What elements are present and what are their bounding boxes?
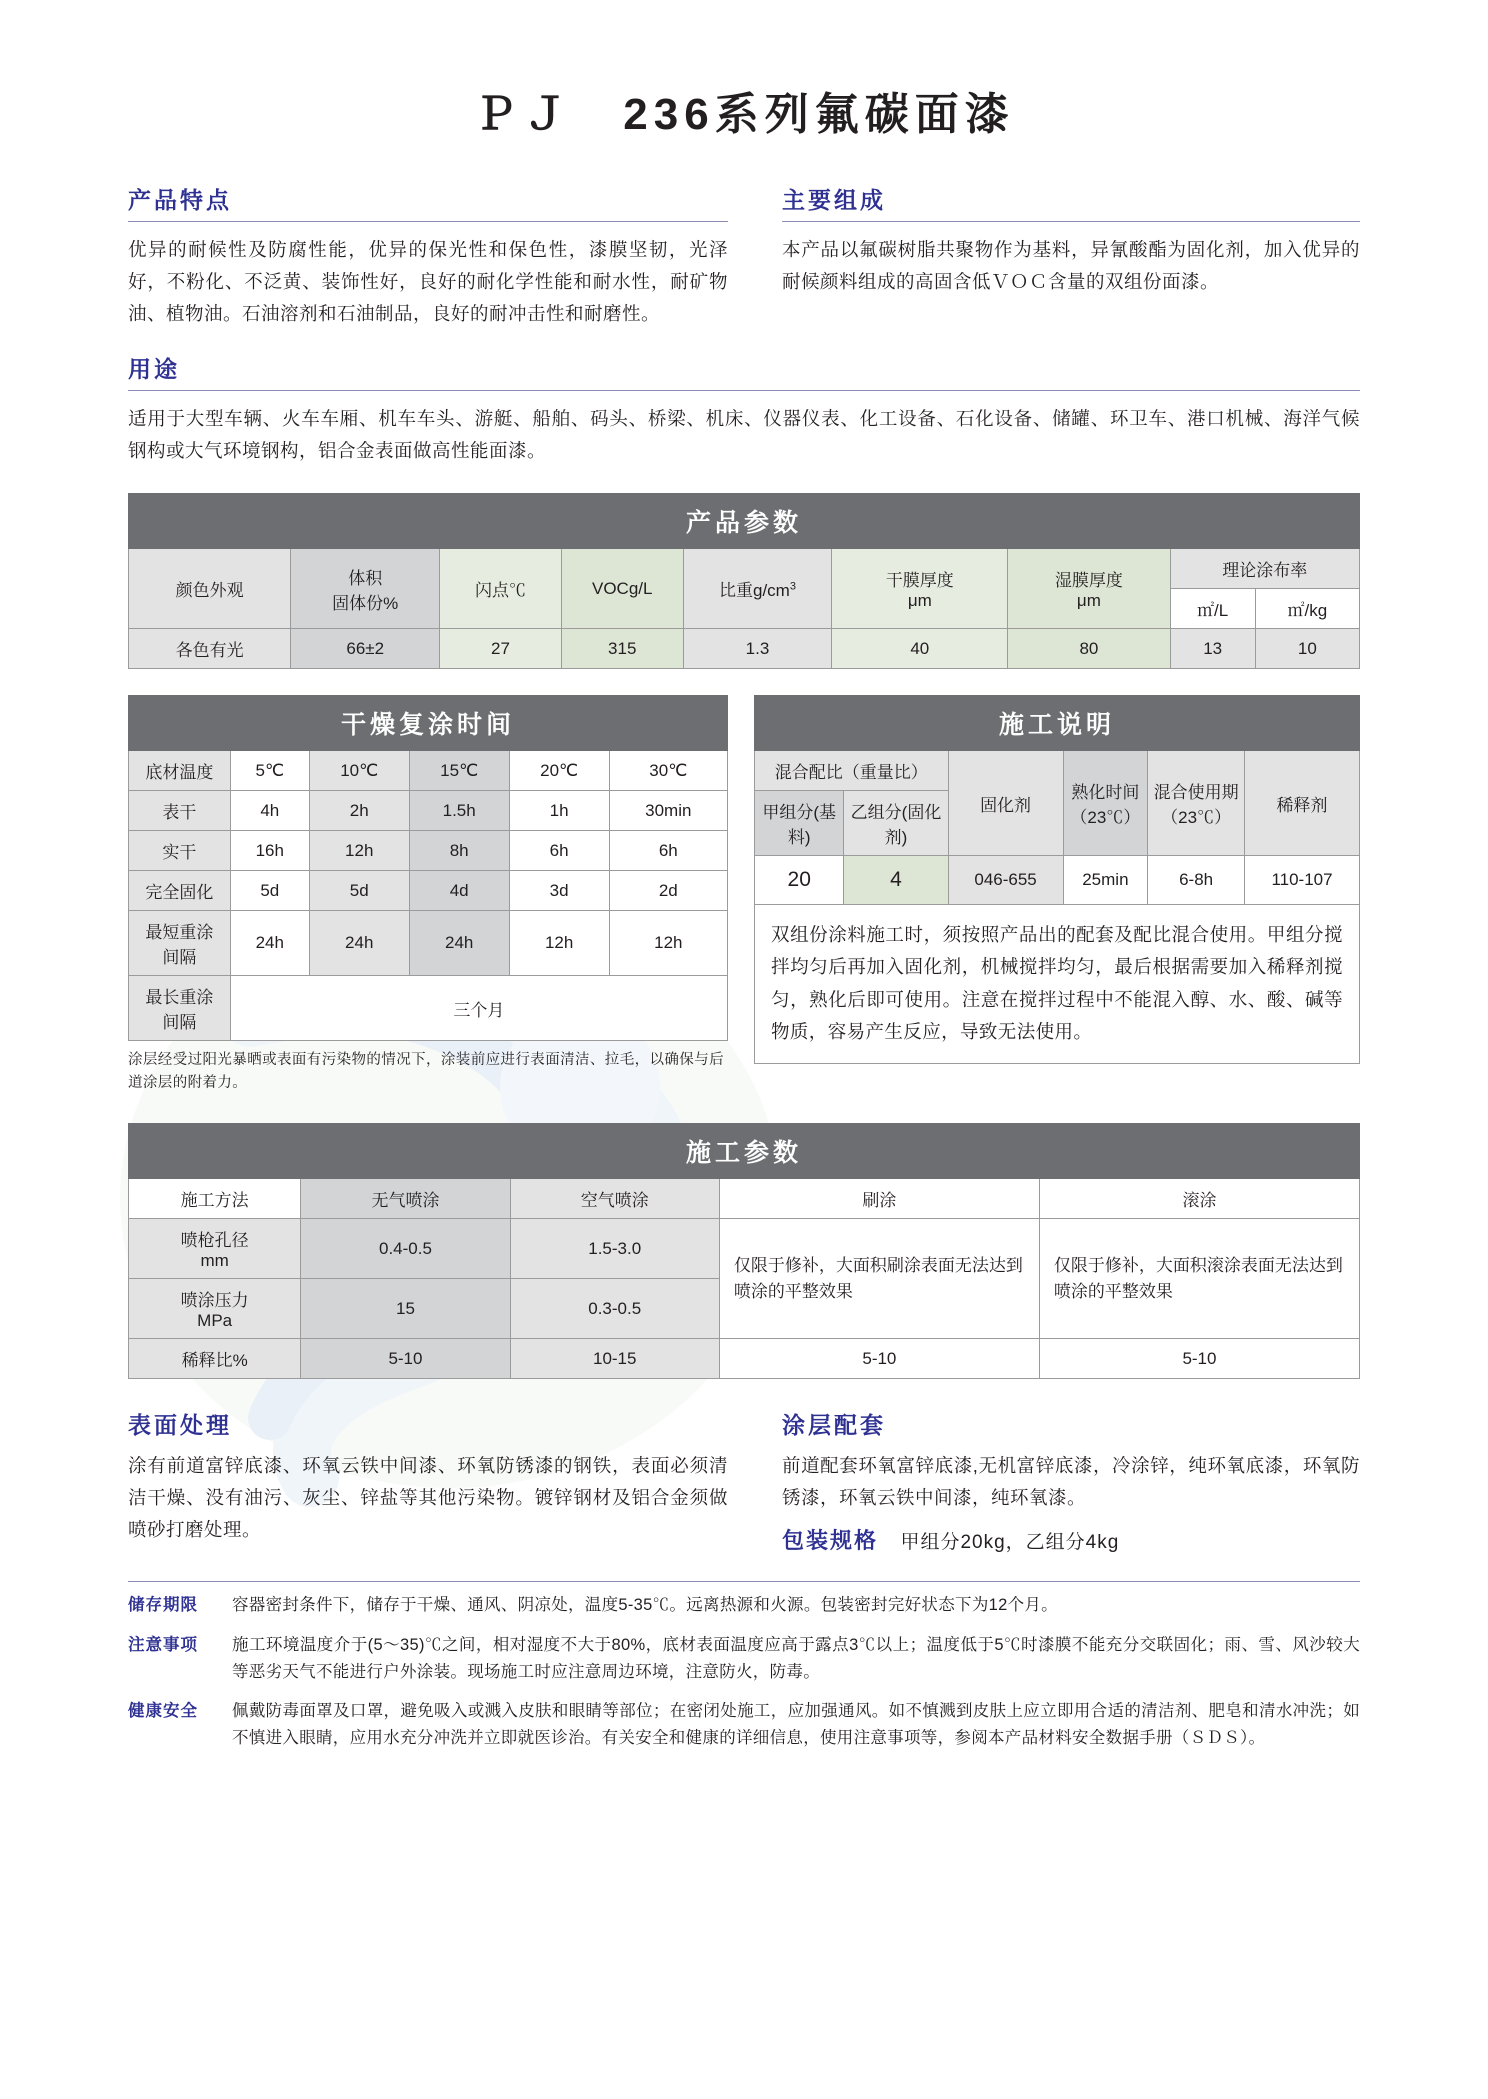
construction-params-banner: 施工参数 (129, 1124, 1360, 1179)
cp-row2-air: 0.3-0.5 (510, 1279, 719, 1339)
table-row (129, 976, 728, 1041)
cell: 5d (230, 871, 309, 911)
drying-banner: 干燥复涂时间 (129, 696, 728, 751)
cp-header-roll: 滚涂 (1039, 1179, 1359, 1219)
page-title: ＰＪ 236系列氟碳面漆 (473, 90, 1015, 139)
cp-row2-airless: 15 (301, 1279, 510, 1339)
coating-text: 前道配套环氧富锌底漆,无机富锌底漆，冷涂锌，纯环氧底漆，环氧防锈漆，环氧云铁中间漆，纯环氧漆。 (782, 1455, 1360, 1509)
table-row (129, 751, 728, 791)
header-solid: 体积 固体份% (291, 549, 440, 629)
temp-20: 20℃ (509, 751, 609, 791)
table-row (129, 629, 1360, 669)
surface-text: 涂有前道富锌底漆、环氧云铁中间漆、环氧防锈漆的钢铁，表面必须清洁干燥、没有油污、灰尘、锌盐等其他污染物。镀锌钢材及铝合金须做喷砂打磨处理。 (128, 1455, 728, 1541)
footer-value: 施工环境温度介于(5～35)℃之间，相对湿度不大于80%，底材表面温度应高于露点3℃以上；温度低于5℃时漆膜不能充分交联固化；雨、雪、风沙较大等恶劣天气不能进行户外涂装。现场施工时应注意周边环境，注意防火，防毒。 (232, 1635, 1360, 1681)
cell: 24h (230, 911, 309, 976)
cell: 1h (509, 791, 609, 831)
composition-block (782, 182, 1360, 298)
value-dry: 40 (832, 629, 1008, 669)
cp-roll-text: 仅限于修补，大面积滚涂表面无法达到喷涂的平整效果 (1039, 1219, 1359, 1339)
drying-row-header: 底材温度 (129, 751, 231, 791)
footer-key: 储存期限 (128, 1596, 198, 1615)
coverage-unit-2: ㎡/kg (1255, 589, 1359, 629)
table-row (129, 1339, 1360, 1379)
package-line (782, 1524, 1360, 1555)
cell: 4h (230, 791, 309, 831)
header-color: 颜色外观 (129, 549, 291, 629)
table-row (129, 911, 728, 976)
header-density-sup: 3 (789, 580, 796, 593)
footer-notes (128, 1581, 1360, 1752)
value-flash: 27 (440, 629, 562, 669)
cp-row1-label: 喷枪孔径 mm (129, 1219, 301, 1279)
composition-text: 本产品以氟碳树脂共聚物作为基料，异氰酸酯为固化剂，加入优异的耐候颜料组成的高固含低ＶＯＣ含量的双组份面漆。 (782, 239, 1360, 292)
value-color: 各色有光 (129, 629, 291, 669)
row-label-min-recoat: 最短重涂 间隔 (129, 911, 231, 976)
cp-brush-text: 仅限于修补，大面积刷涂表面无法达到喷涂的平整效果 (719, 1219, 1039, 1339)
footer-row-health-safety (128, 1698, 1360, 1751)
cell: 12h (609, 911, 727, 976)
value-coverage-1: 13 (1170, 629, 1255, 669)
cell: 1.5h (409, 791, 509, 831)
construction-table (754, 695, 1360, 905)
bottom-sections (128, 1407, 1360, 1555)
cp-row3-label: 稀释比% (129, 1339, 301, 1379)
table-row (129, 871, 728, 911)
features-text: 优异的耐候性及防腐性能，优异的保光性和保色性，漆膜坚韧，光泽好，不粉化、不泛黄、装饰性好，良好的耐化学性能和耐水性，耐矿物油、植物油。石油溶剂和石油制品，良好的耐冲击性和耐磨性。 (128, 239, 728, 324)
max-recoat-value: 三个月 (230, 976, 727, 1041)
value-solid: 66±2 (291, 629, 440, 669)
cure-time-value: 25min (1063, 856, 1148, 905)
usage-text: 适用于大型车辆、火车车厢、机车车头、游艇、船舶、码头、桥梁、机床、仪器仪表、化工设备、石化设备、储罐、环卫车、港口机械、海洋气候钢构或大气环境钢构，铝合金表面做高性能面漆。 (128, 408, 1360, 462)
row-label-full-cure: 完全固化 (129, 871, 231, 911)
drying-block (128, 695, 728, 1095)
header-dry (832, 549, 1008, 629)
table-row (129, 831, 728, 871)
table-row (129, 1124, 1360, 1179)
header-voc: VOCg/L (561, 549, 683, 629)
temp-5: 5℃ (230, 751, 309, 791)
thinner-header: 稀释剂 (1245, 751, 1360, 856)
construction-block (754, 695, 1360, 1064)
header-coverage: 理论涂布率 (1170, 549, 1359, 589)
hardener-header: 固化剂 (948, 751, 1063, 856)
cp-row3-brush: 5-10 (719, 1339, 1039, 1379)
mix-ratio-header: 混合配比（重量比） (755, 751, 949, 791)
cell: 24h (309, 911, 409, 976)
cp-row2-label: 喷涂压力 MPa (129, 1279, 301, 1339)
top-sections (128, 182, 1360, 329)
product-params-banner: 产品参数 (129, 494, 1360, 549)
surface-heading: 表面处理 (128, 1412, 232, 1439)
cell: 12h (509, 911, 609, 976)
cp-row1-airless: 0.4-0.5 (301, 1219, 510, 1279)
footer-row-storage (128, 1592, 1360, 1619)
footer-value: 佩戴防毒面罩及口罩，避免吸入或溅入皮肤和眼睛等部位；在密闭处施工，应加强通风。如不慎溅到皮肤上应立即用合适的清洁剂、肥皂和清水冲洗；如不慎进入眼睛，应用水充分冲洗并立即就医诊治。有关安全和健康的详细信息，使用注意事项等，参阅本产品材料安全数据手册（ＳＤＳ）。 (232, 1702, 1360, 1747)
construction-paragraph: 双组份涂料施工时，须按照产品出的配套及配比混合使用。甲组分搅拌均匀后再加入固化剂，机械搅拌均匀，最后根据需要加入稀释剂搅匀，熟化后即可使用。注意在搅拌过程中不能混入醇、水、酸、碱等物质，容易产生反应，导致无法使用。 (754, 905, 1360, 1064)
cell: 30min (609, 791, 727, 831)
coating-block (782, 1407, 1360, 1555)
value-wet: 80 (1008, 629, 1170, 669)
thinner-value: 110-107 (1245, 856, 1360, 905)
hardener-value: 046-655 (948, 856, 1063, 905)
construction-banner: 施工说明 (755, 696, 1360, 751)
table-row (755, 696, 1360, 751)
header-flash: 闪点℃ (440, 549, 562, 629)
cp-header-airless: 无气喷涂 (301, 1179, 510, 1219)
usage-heading: 用途 (128, 351, 1360, 391)
document-page (0, 78, 1488, 1752)
cp-header-method: 施工方法 (129, 1179, 301, 1219)
header-wet (1008, 549, 1170, 629)
header-dry-unit: μm (907, 591, 932, 611)
footer-value: 容器密封条件下，储存于干燥、通风、阴凉处，温度5-35℃。远离热源和火源。包装密封完好状态下为12个月。 (232, 1596, 1058, 1615)
cp-row3-air: 10-15 (510, 1339, 719, 1379)
comp-a-header: 甲组分(基料) (755, 791, 844, 856)
cell: 4d (409, 871, 509, 911)
coating-heading: 涂层配套 (782, 1412, 886, 1439)
footer-row-precautions (128, 1632, 1360, 1685)
pot-life-value: 6-8h (1148, 856, 1245, 905)
cell: 24h (409, 911, 509, 976)
cp-row3-roll: 5-10 (1039, 1339, 1359, 1379)
footer-key: 健康安全 (128, 1702, 198, 1721)
table-row (129, 1219, 1360, 1279)
coverage-unit-1: ㎡/L (1170, 589, 1255, 629)
drying-note: 涂层经受过阳光暴晒或表面有污染物的情况下，涂装前应进行表面清洁、拉毛，以确保与后道涂层的附着力。 (128, 1052, 724, 1092)
temp-10: 10℃ (309, 751, 409, 791)
features-block (128, 182, 728, 329)
comp-b-value: 4 (844, 856, 948, 905)
table-row (755, 856, 1360, 905)
cp-header-brush: 刷涂 (719, 1179, 1039, 1219)
comp-a-value: 20 (755, 856, 844, 905)
cp-header-air: 空气喷涂 (510, 1179, 719, 1219)
features-heading: 产品特点 (128, 182, 728, 222)
row-label-surface-dry: 表干 (129, 791, 231, 831)
cell: 12h (309, 831, 409, 871)
cell: 8h (409, 831, 509, 871)
cell: 6h (609, 831, 727, 871)
temp-30: 30℃ (609, 751, 727, 791)
temp-15: 15℃ (409, 751, 509, 791)
construction-params-table (128, 1123, 1360, 1379)
cell: 5d (309, 871, 409, 911)
value-voc: 315 (561, 629, 683, 669)
product-params-table (128, 493, 1360, 669)
row-label-hard-dry: 实干 (129, 831, 231, 871)
usage-block (128, 351, 1360, 467)
table-row (129, 1179, 1360, 1219)
header-density (683, 549, 832, 629)
drying-table (128, 695, 728, 1041)
table-row (129, 791, 728, 831)
package-value: 甲组分20kg，乙组分4kg (900, 1532, 1120, 1554)
cell: 16h (230, 831, 309, 871)
header-wet-unit: μm (1076, 591, 1101, 611)
header-dry-text: 干膜厚度 (885, 571, 954, 591)
table-row (129, 696, 728, 751)
surface-block (128, 1407, 728, 1545)
value-coverage-2: 10 (1255, 629, 1359, 669)
footer-key: 注意事项 (128, 1635, 198, 1654)
table-row (129, 494, 1360, 549)
cell: 2h (309, 791, 409, 831)
pot-life-header: 混合使用期 （23℃） (1148, 751, 1245, 856)
row-label-max-recoat: 最长重涂 间隔 (129, 976, 231, 1041)
cp-row1-air: 1.5-3.0 (510, 1219, 719, 1279)
cell: 2d (609, 871, 727, 911)
value-density: 1.3 (683, 629, 832, 669)
package-label: 包装规格 (782, 1528, 879, 1554)
cell: 3d (509, 871, 609, 911)
table-row (755, 751, 1360, 791)
middle-tables (128, 695, 1360, 1095)
composition-heading: 主要组成 (782, 182, 1360, 222)
table-row (129, 549, 1360, 589)
cp-row3-airless: 5-10 (301, 1339, 510, 1379)
header-density-text: 比重g/cm (719, 581, 790, 601)
cure-time-header: 熟化时间 （23℃） (1063, 751, 1148, 856)
header-wet-text: 湿膜厚度 (1054, 571, 1123, 591)
cell: 6h (509, 831, 609, 871)
comp-b-header: 乙组分(固化剂) (844, 791, 948, 856)
